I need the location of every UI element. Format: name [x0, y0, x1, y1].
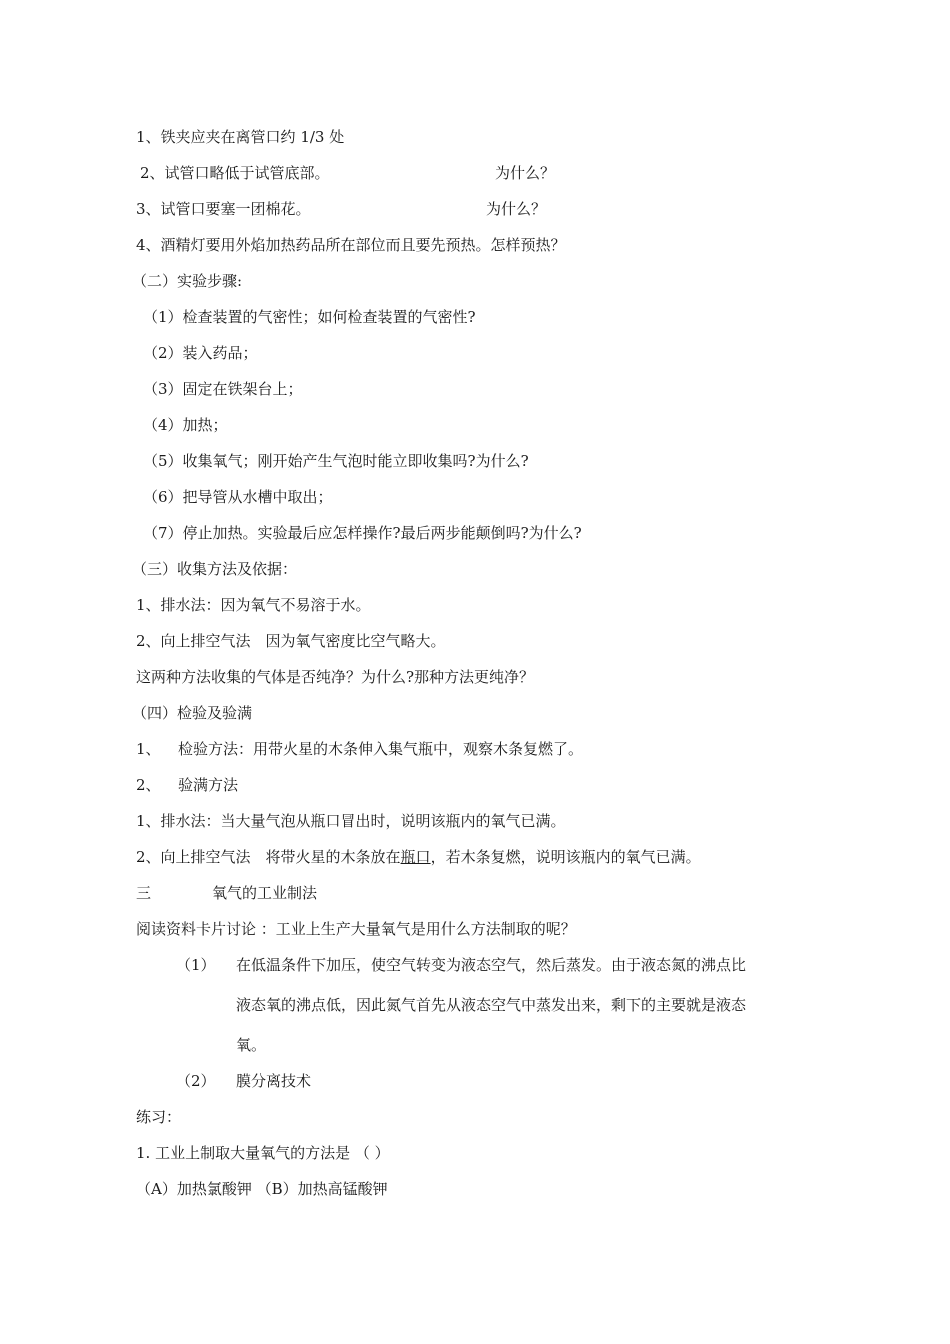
text-line: （2）装入药品；	[143, 344, 258, 362]
text-line: （1）检查装置的气密性；如何检查装置的气密性?	[143, 308, 476, 326]
text-line: 1、排水法：因为氧气不易溶于水。	[136, 596, 371, 614]
underlined-text: 瓶口	[400, 848, 431, 866]
text-line: 1、排水法：当大量气泡从瓶口冒出时，说明该瓶内的氧气已满。	[136, 812, 566, 830]
text-fragment: 2、向上排空气法 将带火星的木条放在	[136, 848, 401, 866]
text-line: 为什么？	[495, 164, 556, 182]
section-heading: （三）收集方法及依据：	[132, 560, 298, 578]
text-line: 2、向上排空气法 因为氧气密度比空气略大。	[136, 632, 446, 650]
list-number: （2）	[176, 1072, 216, 1090]
section-heading: （四）检验及验满	[132, 704, 253, 722]
text-line: 4、酒精灯要用外焰加热药品所在部位而且要先预热。怎样预热？	[136, 236, 566, 254]
text-line: 为什么？	[486, 200, 547, 218]
text-fragment: ，若木条复燃，说明该瓶内的氧气已满。	[430, 848, 701, 866]
text-line	[136, 847, 701, 867]
question: 1. 工业上制取大量氧气的方法是 （ ）	[136, 1144, 390, 1162]
section-heading: 练习：	[136, 1108, 182, 1126]
section-heading: （二）实验步骤:	[132, 272, 243, 290]
list-number: 2、	[136, 776, 161, 794]
text-line: 1、铁夹应夹在离管口约 1/3 处	[136, 128, 345, 146]
text-line: （5）收集氧气；刚开始产生气泡时能立即收集吗?为什么?	[143, 452, 529, 470]
text-line: 2、试管口略低于试管底部。	[140, 164, 330, 182]
text-line: （7）停止加热。实验最后应怎样操作?最后两步能颠倒吗?为什么?	[143, 524, 582, 542]
text-line: （4）加热；	[143, 416, 228, 434]
text-line: （6）把导管从水槽中取出；	[143, 488, 333, 506]
text-line: 阅读资料卡片讨论 ：工业上生产大量氧气是用什么方法制取的呢？	[136, 920, 576, 938]
text-line: 验满方法	[178, 776, 239, 794]
list-number: 1、	[136, 740, 161, 758]
text-line: 氧。	[236, 1036, 267, 1054]
text-line: 在低温条件下加压，使空气转变为液态空气，然后蒸发。由于液态氮的沸点比	[236, 956, 747, 974]
text-line: 检验方法：用带火星的木条伸入集气瓶中，观察木条复燃了。	[178, 740, 584, 758]
text-line: 这两种方法收集的气体是否纯净？为什么?那种方法更纯净？	[136, 668, 535, 686]
section-heading: 氧气的工业制法	[212, 884, 318, 902]
text-line: 3、试管口要塞一团棉花。	[136, 200, 311, 218]
text-line: 膜分离技术	[236, 1072, 312, 1090]
list-number: （1）	[176, 956, 216, 974]
text-line: 液态氧的沸点低，因此氮气首先从液态空气中蒸发出来，剩下的主要就是液态	[236, 996, 747, 1014]
answer-options: （A）加热氯酸钾 （B）加热高锰酸钾	[136, 1180, 388, 1198]
text-line: （3）固定在铁架台上；	[143, 380, 303, 398]
section-number: 三	[136, 884, 152, 902]
